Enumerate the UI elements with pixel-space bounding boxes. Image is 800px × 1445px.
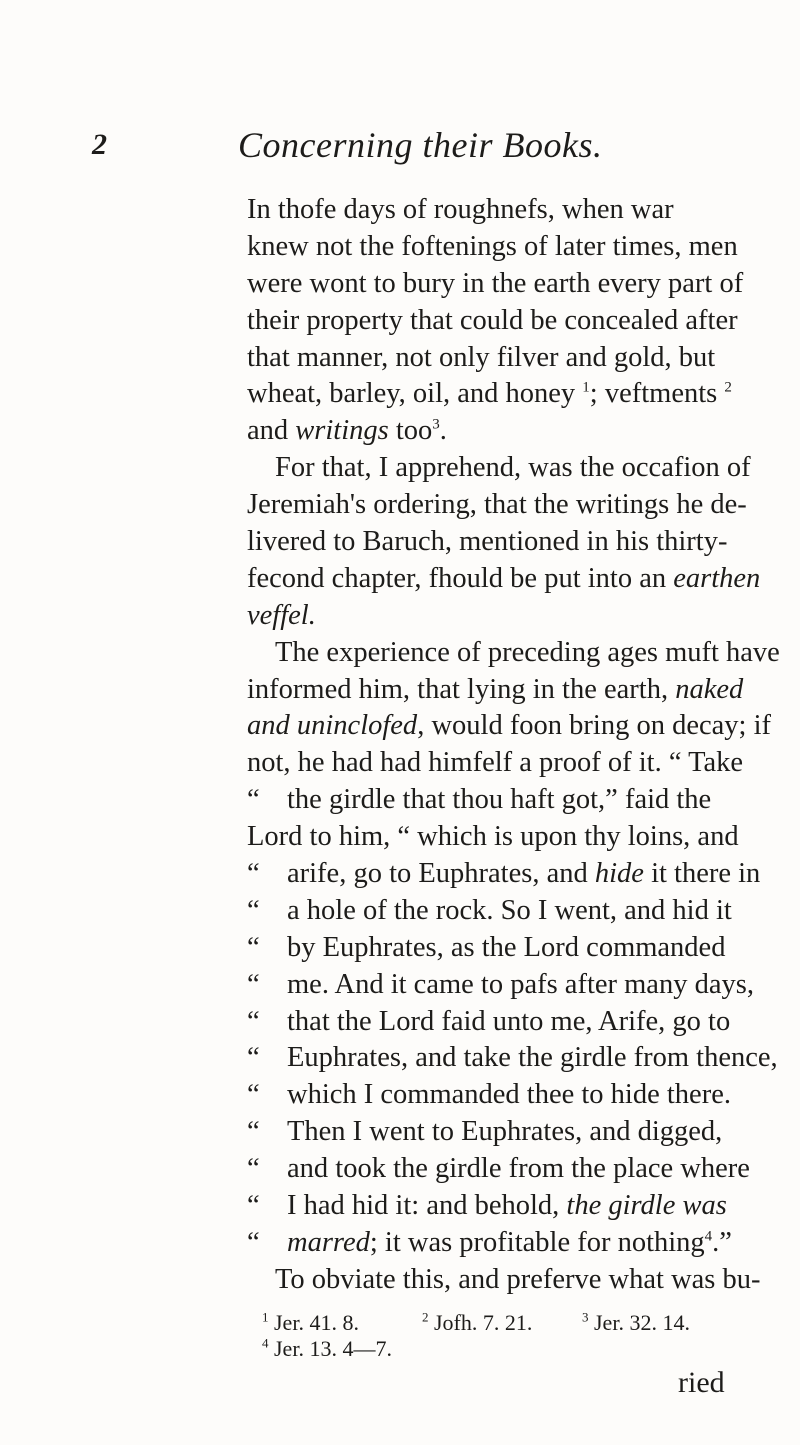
text-segment: and took the girdle from the place where	[287, 1153, 750, 1185]
text-segment: , would foon bring on decay; if	[417, 710, 771, 742]
text-line	[247, 708, 771, 745]
text-line	[247, 672, 744, 709]
quote-mark: “	[247, 1153, 260, 1185]
italic-text: writings	[295, 415, 389, 447]
text-line	[247, 782, 736, 819]
text-line	[247, 1151, 750, 1188]
italic-text: naked	[675, 673, 744, 705]
text-line	[247, 229, 736, 266]
text-segment: that manner, not only filver and gold, but	[247, 341, 716, 373]
text-segment: by Euphrates, as the Lord commanded	[287, 931, 726, 963]
footnote-citation: Jer. 41. 8.	[274, 1310, 359, 1335]
text-segment: I had hid it: and behold,	[287, 1190, 567, 1222]
text-line	[247, 967, 754, 1004]
text-segment: livered to Baruch, mentioned in his thirty-	[247, 526, 728, 558]
text-line	[247, 192, 736, 229]
text-segment: and	[247, 415, 296, 447]
text-line	[247, 303, 736, 340]
quote-mark: “	[247, 894, 260, 926]
text-segment: not, he had had himfelf a proof of it. “ Take	[247, 747, 744, 779]
text-line	[247, 856, 761, 893]
italic-text: and uninclofed	[247, 710, 418, 742]
text-line	[247, 598, 736, 635]
footnote-reference: 3	[432, 416, 440, 433]
footnote	[262, 1336, 392, 1362]
text-line	[247, 487, 747, 524]
footnote-citation: Jer. 32. 14.	[594, 1310, 690, 1335]
quote-mark: “	[247, 858, 260, 890]
text-line	[247, 930, 736, 967]
text-line	[247, 1262, 761, 1299]
footnote-mark: 3	[582, 1309, 589, 1325]
text-segment: ; veftments	[589, 378, 725, 410]
text-segment: .	[439, 415, 447, 447]
body-text	[247, 192, 780, 1299]
footnote-mark: 4	[262, 1335, 269, 1351]
quote-mark: “	[247, 1005, 260, 1037]
italic-text: marred	[287, 1226, 370, 1258]
text-segment: it there in	[643, 858, 761, 890]
page-number: 2	[92, 128, 107, 161]
text-line	[247, 524, 736, 561]
italic-text: veffel.	[247, 599, 316, 631]
text-line	[247, 1188, 736, 1225]
text-segment: wheat, barley, oil, and honey	[247, 378, 583, 410]
footnote-reference: 1	[582, 379, 590, 396]
footnote-mark: 1	[262, 1309, 269, 1325]
text-line	[247, 266, 744, 303]
footnote-reference: 2	[724, 379, 732, 396]
text-segment: The experience of preceding ages muft have	[275, 636, 780, 668]
text-segment: Lord to him, “ which is upon thy loins, and	[247, 821, 739, 853]
quote-mark: “	[247, 1042, 260, 1074]
text-segment: fecond chapter, fhould be put into an	[247, 562, 674, 594]
text-line	[247, 450, 751, 487]
text-line	[247, 1114, 736, 1151]
catchword: ried	[678, 1366, 725, 1399]
running-head: Concerning their Books.	[238, 125, 603, 165]
quote-mark: “	[247, 1116, 260, 1148]
text-line	[247, 1004, 736, 1041]
text-segment: were wont to bury in the earth every part of	[247, 267, 744, 299]
text-line	[247, 413, 736, 450]
text-line	[247, 745, 744, 782]
text-line	[247, 635, 780, 672]
text-segment: arife, go to Euphrates, and	[287, 858, 595, 890]
italic-text: the girdle was	[566, 1190, 727, 1222]
text-segment: Euphrates, and take the girdle from thence,	[287, 1042, 778, 1074]
text-line	[247, 893, 736, 930]
text-line	[247, 340, 736, 377]
quote-mark: “	[247, 1190, 260, 1222]
footnote	[582, 1310, 690, 1336]
text-line	[247, 561, 761, 598]
italic-text: earthen	[673, 562, 761, 594]
text-segment: .”	[712, 1226, 732, 1258]
footnote	[262, 1310, 422, 1336]
italic-text: hide	[594, 858, 644, 890]
text-segment: informed him, that lying in the earth,	[247, 673, 676, 705]
text-segment: me. And it came to pafs after many days,	[287, 968, 754, 1000]
text-segment: Jeremiah's ordering, that the writings he de-	[247, 489, 747, 521]
text-segment: a hole of the rock. So I went, and hid it	[287, 894, 732, 926]
text-segment: ; it was profitable for nothing	[369, 1226, 705, 1258]
text-segment: the girdle that thou haft got,” faid the	[287, 784, 712, 816]
footnote-row	[262, 1310, 742, 1336]
text-segment: their property that could be concealed after	[247, 304, 738, 336]
quote-mark: “	[247, 1226, 260, 1258]
footnote-row	[262, 1336, 742, 1362]
text-segment: Then I went to Euphrates, and digged,	[287, 1116, 723, 1148]
text-segment: which I commanded thee to hide there.	[287, 1079, 731, 1111]
text-line	[247, 1077, 736, 1114]
footnote-citation: Jer. 13. 4—7.	[274, 1336, 392, 1361]
footnote-mark: 2	[422, 1309, 429, 1325]
text-line	[247, 376, 736, 413]
quote-mark: “	[247, 931, 260, 963]
text-line	[247, 1225, 736, 1262]
quote-mark: “	[247, 968, 260, 1000]
quote-mark: “	[247, 784, 260, 816]
text-segment: To obviate this, and preferve what was bu-	[275, 1263, 761, 1295]
text-segment: that the Lord faid unto me, Arife, go to	[287, 1005, 731, 1037]
quote-mark: “	[247, 1079, 260, 1111]
footnotes	[262, 1310, 742, 1362]
text-segment: knew not the foftenings of later times, men	[247, 230, 738, 262]
text-line	[247, 819, 739, 856]
text-segment: too	[388, 415, 433, 447]
footnote	[422, 1310, 582, 1336]
footnote-reference: 4	[704, 1228, 713, 1245]
text-line	[247, 1040, 778, 1077]
footnote-citation: Jofh. 7. 21.	[434, 1310, 533, 1335]
text-segment: In thofe days of roughnefs, when war	[247, 194, 674, 225]
text-segment: For that, I apprehend, was the occafion of	[275, 452, 751, 484]
